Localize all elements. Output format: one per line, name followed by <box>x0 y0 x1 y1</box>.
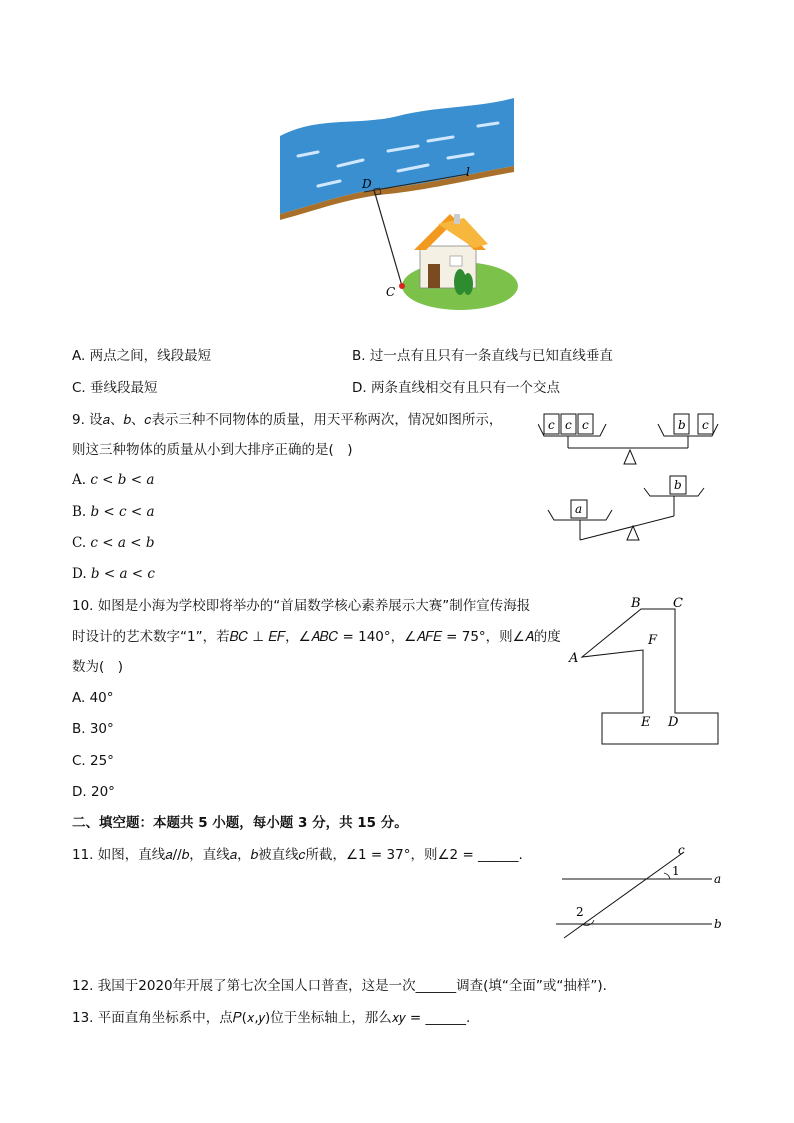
q11-text: 11. 如图，直线𝑎//𝑏，直线𝑎，𝑏被直线𝑐所截，∠1 = 37°，则∠2 = ______. <box>72 847 523 863</box>
label-a: a <box>714 872 722 886</box>
digit-one-figure <box>565 592 725 752</box>
label-c: c <box>678 843 685 857</box>
label-l: l <box>466 165 470 179</box>
weight-a: a <box>575 502 583 516</box>
tree <box>463 273 473 295</box>
q8-option-b: B. 过一点有且只有一条直线与已知直线垂直 <box>352 348 613 364</box>
house-roof-top <box>438 218 488 248</box>
weight-b: b <box>674 478 682 492</box>
point-C-marker <box>399 283 405 289</box>
line-c <box>564 852 684 938</box>
q10-text-line2: 时设计的艺术数字“1”，若𝐵𝐶 ⊥ 𝐸𝐹，∠𝐴𝐵𝐶 = 140°，∠𝐴𝐹𝐸 = 75°，则∠𝐴的度 <box>72 629 561 645</box>
chimney <box>454 214 460 224</box>
weight-c: c <box>702 418 709 432</box>
q10-option-a: A. 40° <box>72 690 114 706</box>
q9-text-line1: 9. 设𝑎、𝑏、𝑐表示三种不同物体的质量，用天平称两次，情况如图所示， <box>72 412 503 428</box>
q9-option-b: B. 𝑏 < 𝑐 < 𝑎 <box>72 504 155 520</box>
label-angle-1: 1 <box>672 864 680 878</box>
label-C: C <box>673 596 683 611</box>
house-window <box>450 256 462 266</box>
q9-option-c: C. 𝑐 < 𝑎 < 𝑏 <box>72 535 155 551</box>
weight-c: c <box>582 418 589 432</box>
label-C: C <box>386 285 396 299</box>
q9-option-a: A. 𝑐 < 𝑏 < 𝑎 <box>72 472 155 488</box>
balance-figure <box>538 406 728 546</box>
weight-c: c <box>565 418 572 432</box>
house-door <box>428 264 440 288</box>
q8-option-a: A. 两点之间，线段最短 <box>72 348 212 364</box>
section-heading: 二、填空题：本题共 5 小题，每小题 3 分，共 15 分。 <box>72 815 408 831</box>
q10-option-b: B. 30° <box>72 721 114 737</box>
q8-option-d: D. 两条直线相交有且只有一个交点 <box>352 380 560 396</box>
q10-text-line3: 数为( ) <box>72 659 124 675</box>
q9-text-line2: 则这三种物体的质量从小到大排序正确的是( ) <box>72 442 353 458</box>
q10-text-line1: 10. 如图是小海为学校即将举办的“首届数学核心素养展示大赛”制作宣传海报 <box>72 598 531 614</box>
q12-text: 12. 我国于2020年开展了第七次全国人口普查，这是一次______调查(填“全面”或“抽样”). <box>72 978 607 994</box>
river <box>280 98 514 214</box>
q13-text: 13. 平面直角坐标系中，点𝑃(𝑥,𝑦)位于坐标轴上，那么𝑥𝑦 = ______. <box>72 1010 471 1026</box>
label-D: D <box>668 715 679 730</box>
angle-1-arc <box>664 873 670 879</box>
label-b: b <box>714 917 722 931</box>
parallel-lines-figure <box>552 840 732 946</box>
weight-c: c <box>548 418 555 432</box>
q9-option-d: D. 𝑏 < 𝑎 < 𝑐 <box>72 566 155 582</box>
weight-b: b <box>678 418 686 432</box>
label-D: D <box>362 177 372 191</box>
q10-option-c: C. 25° <box>72 753 114 769</box>
river-house-figure <box>278 96 518 314</box>
q8-option-c: C. 垂线段最短 <box>72 380 158 396</box>
label-B: B <box>631 596 641 611</box>
segment-DC <box>374 190 402 286</box>
label-E: E <box>641 715 651 730</box>
label-A: A <box>569 651 579 666</box>
label-angle-2: 2 <box>576 905 584 919</box>
q10-option-d: D. 20° <box>72 784 115 800</box>
label-F: F <box>648 633 658 648</box>
